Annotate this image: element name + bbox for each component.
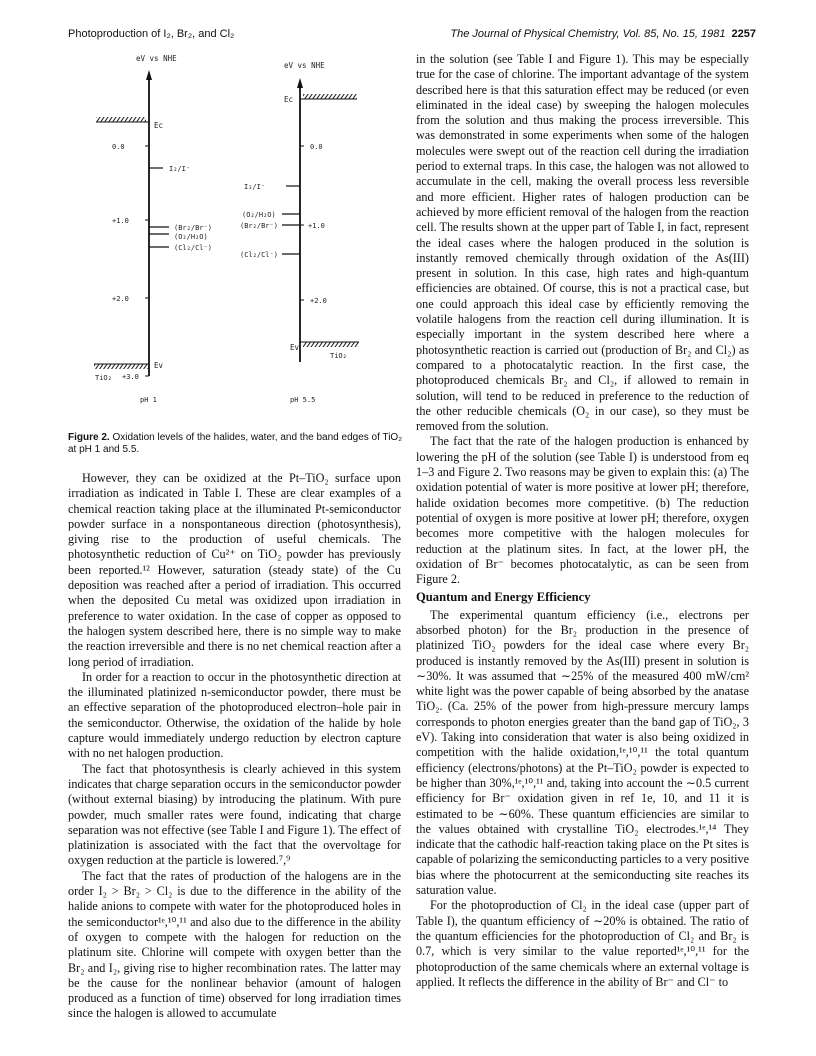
- page-number: 2257: [731, 28, 756, 40]
- right-ev-label: Ev: [290, 343, 300, 352]
- right-level-chlorine-label: (Cl₂/Cl⁻): [240, 251, 278, 259]
- left-tick-1: +1.0: [112, 217, 129, 225]
- right-level-bromine-label: (Br₂/Br⁻): [240, 222, 278, 230]
- figure-caption-text: Oxidation levels of the halides, water, and the band edges of TiO₂ at pH 1 and 5.5.: [68, 432, 403, 455]
- paragraph: The fact that the rate of the halogen production is enhanced by lowering the pH of the solution (see Table I) is understood from eq 1–3 and Figure 2. Two reasons may be given to explain this: (a) The oxidation potential of water is more positive at lower pH; therefore, halide oxidation becomes more competitive. (b) The reduction potential of oxygen is more positive at lower pH; therefore, oxygen becomes more competitive with the halogen molecules for reduction at the platinum sites. In fact, at the lower pH, the oxidation of Br⁻ becomes photocatalytic, as can be seen from Figure 2.: [416, 434, 749, 587]
- left-tick-2: +2.0: [112, 295, 129, 303]
- left-conduction-band-hatch: [96, 117, 146, 122]
- paragraph: The experimental quantum efficiency (i.e., electrons per absorbed photon) for the Br₂ production in the presence of platinized TiO₂ powders for the ideal case where every Br₂ produced is instantly removed by the As(III) present in solution is ∼30%. It was assumed that ∼25% of the measured 400 mW/cm² white light was the power capable of being absorbed by the anatase TiO₂. (Ca. 25% of the power from high-pressure mercury lamps corresponds to photon energies greater than the band gap of TiO₂, 3 eV). Taking into consideration that water is also being oxidized in competition with the halide oxidation,¹ᵉ,¹⁰,¹¹ the total quantum efficiency (electrons/photons) at the Pt–TiO₂ powder is expected to be higher than 30%,¹ᵉ,¹⁰,¹¹ and, taking into account the ∼0.5 current efficiency for Br⁻ oxidation given in ref 1e, 10, and 11 it is estimated to be ∼60%. These quantum efficiencies are similar to the values obtained with crystalline TiO₂ electrodes.¹ᵉ,¹⁴ They indicate that the cathodic half-reaction taking place on the Pt sites is capable of polarizing the semiconducting particles to a very positive bias where the photocurrent at the semiconducting site reaches its saturation value.: [416, 607, 749, 898]
- left-level-iodine-label: I₂/I⁻: [169, 165, 191, 173]
- paragraph: The fact that photosynthesis is clearly achieved in this system indicates that charge separation occurs in the semiconductor powder (without external biasing) by introducing the platinum. With pure powder, much smaller rates were found, indicating that charge separation was not effective (see Table I and Figure 1). The effect of platinization is associated with the fact that the overvoltage for oxygen reduction at the particle is lowered.⁷,⁹: [68, 761, 401, 868]
- running-header-journal: [450, 28, 756, 40]
- left-tio2-label: TiO₂: [95, 374, 112, 382]
- journal-citation: The Journal of Physical Chemistry, Vol. 85, No. 15, 1981: [450, 28, 726, 40]
- running-header-title: Photoproduction of I₂, Br₂, and Cl₂: [68, 28, 235, 40]
- left-panel-ph1: [94, 54, 212, 404]
- right-level-iodine-label: I₂/I⁻: [244, 183, 266, 191]
- right-valence-band-hatch: [303, 342, 359, 347]
- section-heading: Quantum and Energy Efficiency: [416, 590, 591, 605]
- right-level-water-label: (O₂/H₂O): [242, 211, 276, 219]
- right-tio2-label: TiO₂: [330, 352, 347, 360]
- left-tick-0: 0.0: [112, 143, 125, 151]
- right-panel-caption-ph: pH 5.5: [290, 396, 316, 404]
- figure-caption-label: Figure 2.: [68, 432, 110, 443]
- left-level-chlorine-label: (Cl₂/Cl⁻): [174, 244, 212, 252]
- left-text-column: [68, 471, 401, 1022]
- right-axis-unit-label: eV vs NHE: [284, 61, 325, 70]
- left-panel-caption-ph: pH 1: [140, 396, 157, 404]
- paragraph: For the photoproduction of Cl₂ in the ideal case (upper part of Table I), the quantum efficiency of ∼20% is obtained. The ratio of the quantum efficiencies for the photoproduction of Cl₂ and Br₂ is 0.7, which is very similar to the value reported¹ᵉ,¹⁰,¹¹ for the photoproduction of the same chemicals where an external voltage is applied. It reflects the difference in the ability of Br⁻ and Cl⁻ to: [416, 898, 749, 989]
- right-tick-0: 0.0: [310, 143, 323, 151]
- right-panel-ph5-5: [240, 61, 359, 404]
- paragraph: In order for a reaction to occur in the photosynthetic direction at the illuminated platinized n-semiconductor powder, there must be an effective separation of the photoproduced electron–hole pair in the semiconductor. Otherwise, the oxidation of the halide by hole capture would immediately undergo reduction by electron capture with no net halogen production.: [68, 669, 401, 761]
- right-tick-1: +1.0: [308, 222, 325, 230]
- right-axis-arrow-icon: [297, 78, 303, 88]
- left-ev-label: Ev: [154, 361, 164, 370]
- left-valence-band-hatch: [94, 364, 149, 369]
- left-level-bromine-label: (Br₂/Br⁻): [174, 224, 212, 232]
- left-axis-arrow-icon: [146, 70, 152, 80]
- left-ec-label: Ec: [154, 121, 164, 130]
- right-text-column: [416, 52, 749, 990]
- right-ec-label: Ec: [284, 95, 294, 104]
- figure-2-energy-diagram: [62, 50, 407, 430]
- left-axis-unit-label: eV vs NHE: [136, 54, 177, 63]
- left-level-water-label: (O₂/H₂O): [174, 233, 208, 241]
- paragraph: The fact that the rates of production of the halogens are in the order I₂ > Br₂ > Cl₂ is due to the difference in the ability of the halide anions to compete with water for the photoproduced holes in the semiconductor¹ᵉ,¹⁰,¹¹ and also due to the difference in the ability of oxygen to compete with the halogen for reduction on the platinum site. Chlorine will compete with oxygen better than the Br₂ and I₂, giving rise to higher recombination rates. The latter may be the cause for the nonlinear behavior (amount of halogen produced as a function of time) observed for long irradiation times since the halogen is allowed to accumulate: [68, 868, 401, 1021]
- paragraph: in the solution (see Table I and Figure 1). This may be especially true for the case of chlorine. The important advantage of the system described here is that this saturation effect may be reduced (or even eliminated in the ideal case) by sweeping the halogen molecules from the solution and thus making the process irreversible. This was demonstrated in some experiments when some of the halogen molecules were swept out of the reaction cell during the irradiation period to external traps. In this case, the halogen was not allowed to accumulate in the cell, making the overall process less reversible and more efficient. Higher rates of halogen production can be achieved by more efficient removal of the halogen from the reaction cell. The results shown at the upper part of Table I, in fact, represent the ideal cases where the halogen produced in the solution is instantly removed chemically through oxidation of the As(III) present in solution. In this case, high rates and high-quantum efficiencies are obtained. Of course, this is not a practical case, but one could approach this ideal case by efficiently removing the volatile halogens from the reaction cell during illumination. It is especially important in the system described here where a photosynthetic reaction is carried out (production of Br₂ and Cl₂) as compared to a photocatalytic reaction. In the first case, the photoproduced chemicals Br₂ and Cl₂, if allowed to remain in solution, will tend to be reduced in preference to the reduction of the other reducible chemicals (O₂ in our case), so they must be removed from the solution.: [416, 52, 749, 434]
- paragraph: However, they can be oxidized at the Pt–TiO₂ surface upon irradiation as indicated in Table I. These are clear examples of a chemical reaction taking place at the illuminated Pt-semiconductor powder surface in a nonspontaneous direction (photosynthesis), giving rise to the production of useful chemicals. The photosynthetic reduction of Cu²⁺ on TiO₂ powder has previously been reported.¹² However, saturation (steady state) of the Cu deposition was reached after a period of irradiation. This occurred when the deposited Cu metal was oxidized upon irradiation in preference to water oxidation. In the case of copper as opposed to the halogen system described here, there is no simple way to make the reaction irreversible and there is no net chemical reaction after a long period of irradiation.: [68, 471, 401, 669]
- figure-caption: [68, 432, 403, 456]
- left-tick-3: +3.0: [122, 373, 139, 381]
- right-conduction-band-hatch: [303, 94, 357, 99]
- right-tick-2: +2.0: [310, 297, 327, 305]
